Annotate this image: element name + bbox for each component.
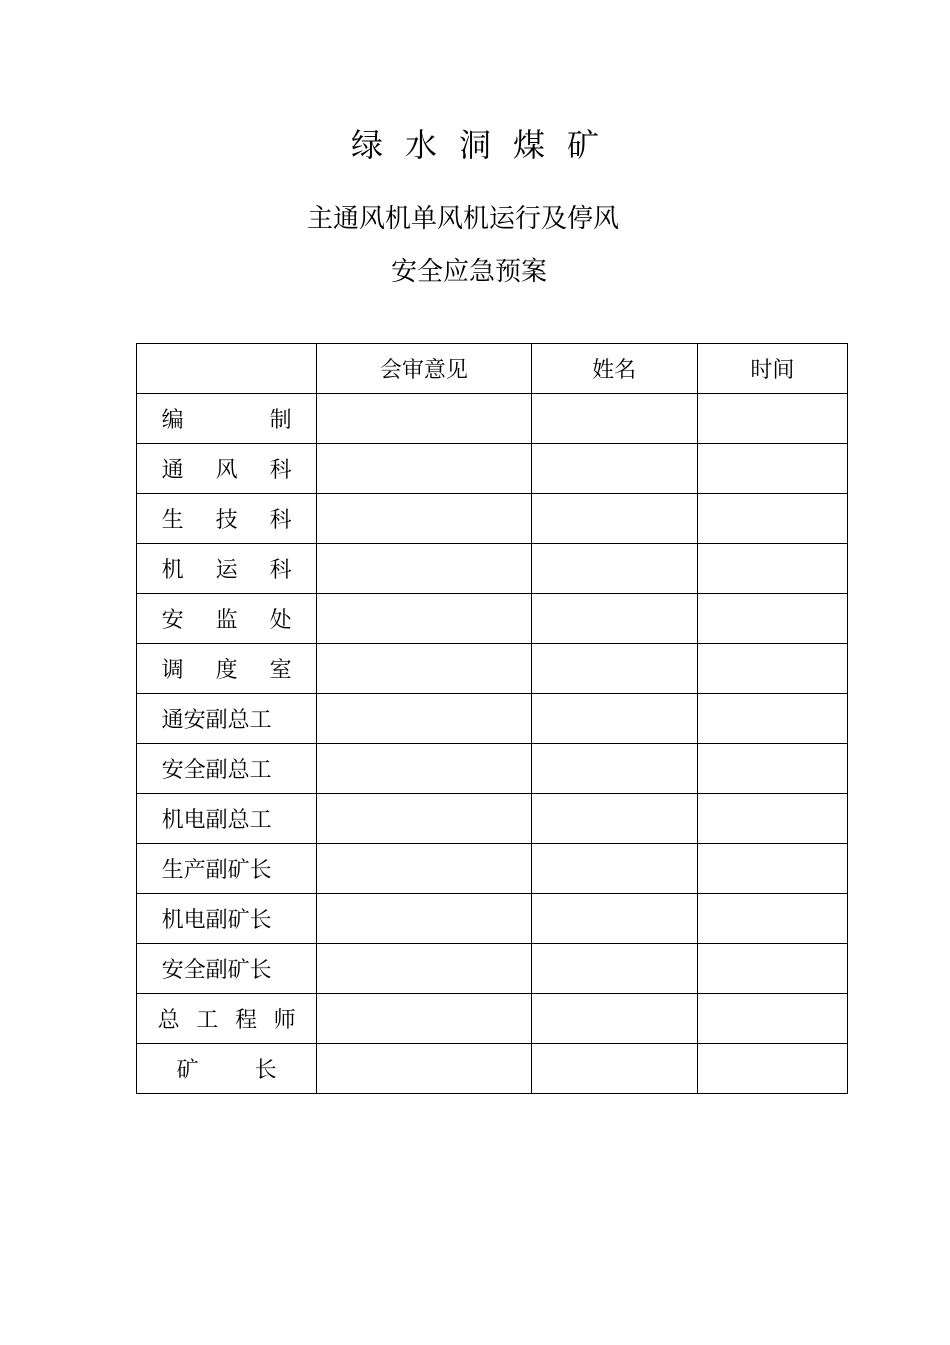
dept-label: 机电副总工	[161, 808, 272, 833]
header-review-opinion: 会审意见	[317, 344, 531, 394]
name-cell	[531, 794, 697, 844]
name-cell	[531, 894, 697, 944]
dept-label: 生产副矿长	[161, 858, 272, 883]
name-cell	[531, 544, 697, 594]
dept-cell	[137, 594, 317, 644]
table-row	[137, 944, 848, 994]
dept-label: 生技科	[161, 508, 292, 533]
time-cell	[697, 594, 847, 644]
time-cell	[697, 944, 847, 994]
table-row	[137, 894, 848, 944]
dept-cell	[137, 1044, 317, 1094]
time-cell	[697, 1044, 847, 1094]
time-cell	[697, 644, 847, 694]
dept-label: 安全副总工	[161, 758, 272, 783]
name-cell	[531, 394, 697, 444]
dept-cell	[137, 994, 317, 1044]
opinion-cell	[317, 694, 531, 744]
name-cell	[531, 444, 697, 494]
document-title: 绿水洞煤矿	[350, 126, 621, 164]
dept-cell	[137, 794, 317, 844]
name-cell	[531, 944, 697, 994]
dept-label: 机运科	[161, 558, 292, 583]
name-cell	[531, 594, 697, 644]
document-subtitle-line2: 安全应急预案	[390, 257, 547, 287]
name-cell	[531, 744, 697, 794]
dept-label: 编制	[161, 408, 292, 433]
header-name: 姓名	[531, 344, 697, 394]
opinion-cell	[317, 944, 531, 994]
review-table	[136, 343, 848, 1094]
dept-cell	[137, 844, 317, 894]
time-cell	[697, 494, 847, 544]
opinion-cell	[317, 744, 531, 794]
dept-cell	[137, 894, 317, 944]
name-cell	[531, 644, 697, 694]
opinion-cell	[317, 1044, 531, 1094]
opinion-cell	[317, 544, 531, 594]
opinion-cell	[317, 494, 531, 544]
table-row	[137, 744, 848, 794]
name-cell	[531, 844, 697, 894]
dept-label: 安全副矿长	[161, 958, 272, 983]
dept-cell	[137, 544, 317, 594]
dept-label: 通风科	[161, 458, 292, 483]
time-cell	[697, 694, 847, 744]
name-cell	[531, 994, 697, 1044]
opinion-cell	[317, 444, 531, 494]
table-row	[137, 544, 848, 594]
opinion-cell	[317, 894, 531, 944]
name-cell	[531, 694, 697, 744]
document-subtitle-line1: 主通风机单风机运行及停风	[306, 204, 619, 234]
time-cell	[697, 844, 847, 894]
time-cell	[697, 794, 847, 844]
dept-cell	[137, 494, 317, 544]
time-cell	[697, 544, 847, 594]
dept-cell	[137, 444, 317, 494]
header-department	[137, 344, 317, 394]
time-cell	[697, 894, 847, 944]
dept-cell	[137, 644, 317, 694]
name-cell	[531, 1044, 697, 1094]
opinion-cell	[317, 994, 531, 1044]
dept-cell	[137, 694, 317, 744]
name-cell	[531, 494, 697, 544]
time-cell	[697, 394, 847, 444]
opinion-cell	[317, 394, 531, 444]
header-time: 时间	[697, 344, 847, 394]
time-cell	[697, 994, 847, 1044]
opinion-cell	[317, 844, 531, 894]
table-row	[137, 694, 848, 744]
dept-label: 矿长	[176, 1058, 277, 1083]
table-row	[137, 494, 848, 544]
dept-cell	[137, 944, 317, 994]
table-row	[137, 594, 848, 644]
dept-label: 总工程师	[157, 1008, 296, 1033]
table-row	[137, 644, 848, 694]
opinion-cell	[317, 794, 531, 844]
dept-label: 调度室	[161, 658, 292, 683]
time-cell	[697, 744, 847, 794]
table-row	[137, 844, 848, 894]
table-row	[137, 794, 848, 844]
time-cell	[697, 444, 847, 494]
dept-label: 安监处	[161, 608, 292, 633]
table-header-row	[137, 344, 848, 394]
table-row	[137, 394, 848, 444]
opinion-cell	[317, 644, 531, 694]
dept-label: 机电副矿长	[161, 908, 272, 933]
table-row	[137, 1044, 848, 1094]
dept-cell	[137, 744, 317, 794]
table-row	[137, 994, 848, 1044]
dept-label: 通安副总工	[161, 708, 272, 733]
table-row	[137, 444, 848, 494]
dept-cell	[137, 394, 317, 444]
opinion-cell	[317, 594, 531, 644]
